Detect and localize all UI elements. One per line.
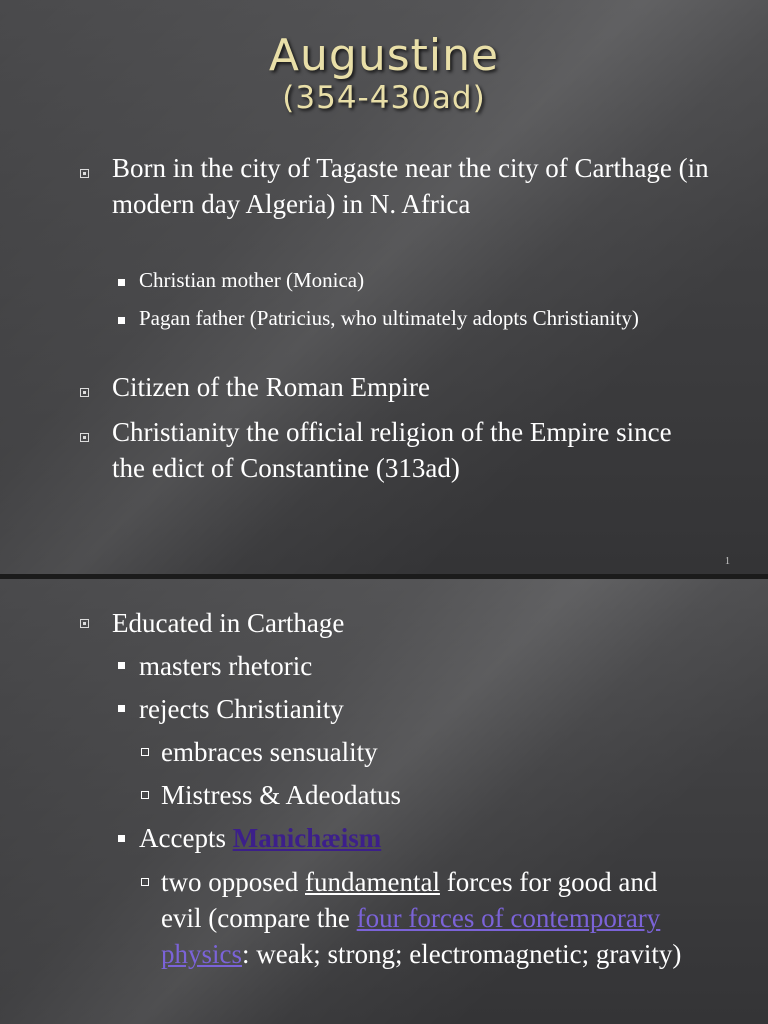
sub-sub-bullet-text: Mistress & Adeodatus [161,780,401,810]
sub-bullet-text: masters rhetoric [139,651,313,681]
text-segment: : weak; strong; electromagnetic; gravity) [242,939,682,969]
bullet-text: Christianity the official religion of the Empire since the edict of Constantine (313ad) [112,417,672,483]
bullet-text: Born in the city of Tagaste near the city of Carthage (in modern day Algeria) in N. Africa [112,153,709,219]
bullet-text: Educated in Carthage [112,608,345,638]
sub-sub-bullet-text [161,864,701,972]
bullet-icon [118,835,125,842]
bullet-icon [80,433,89,442]
sub-bullet-text: rejects Christianity [139,694,344,724]
bullet-icon [80,619,89,628]
bullet-icon [141,748,149,756]
accepts-prefix: Accepts [139,823,233,853]
bullet-icon [80,388,89,397]
sub-bullet-text: Pagan father (Patricius, who ultimately adopts Christianity) [139,306,639,330]
bullet-icon [118,317,125,324]
bullet-icon [118,705,125,712]
sub-bullet-text: Christian mother (Monica) [139,268,365,292]
text-segment: forces for good and evil (compare the [161,867,658,933]
bullet-icon [141,791,149,799]
manichaeism-link[interactable]: Manichæism [232,823,382,853]
page-number: 1 [725,556,730,567]
text-segment: two opposed [161,867,305,897]
fundamental-word: fundamental [305,867,440,897]
sub-sub-bullet-text: embraces sensuality [161,737,378,767]
bullet-icon [118,279,125,286]
bullet-icon [80,169,89,178]
bullet-icon [141,878,149,886]
slide-title: Augustine [268,30,500,81]
bullet-icon [118,662,125,669]
bullet-text: Citizen of the Roman Empire [112,372,430,402]
slide-subtitle: (354-430ad) [282,80,486,116]
sub-bullet-text [139,820,719,856]
four-forces-link[interactable]: four forces of contemporary physics [161,903,661,969]
slide-2 [0,579,768,1024]
